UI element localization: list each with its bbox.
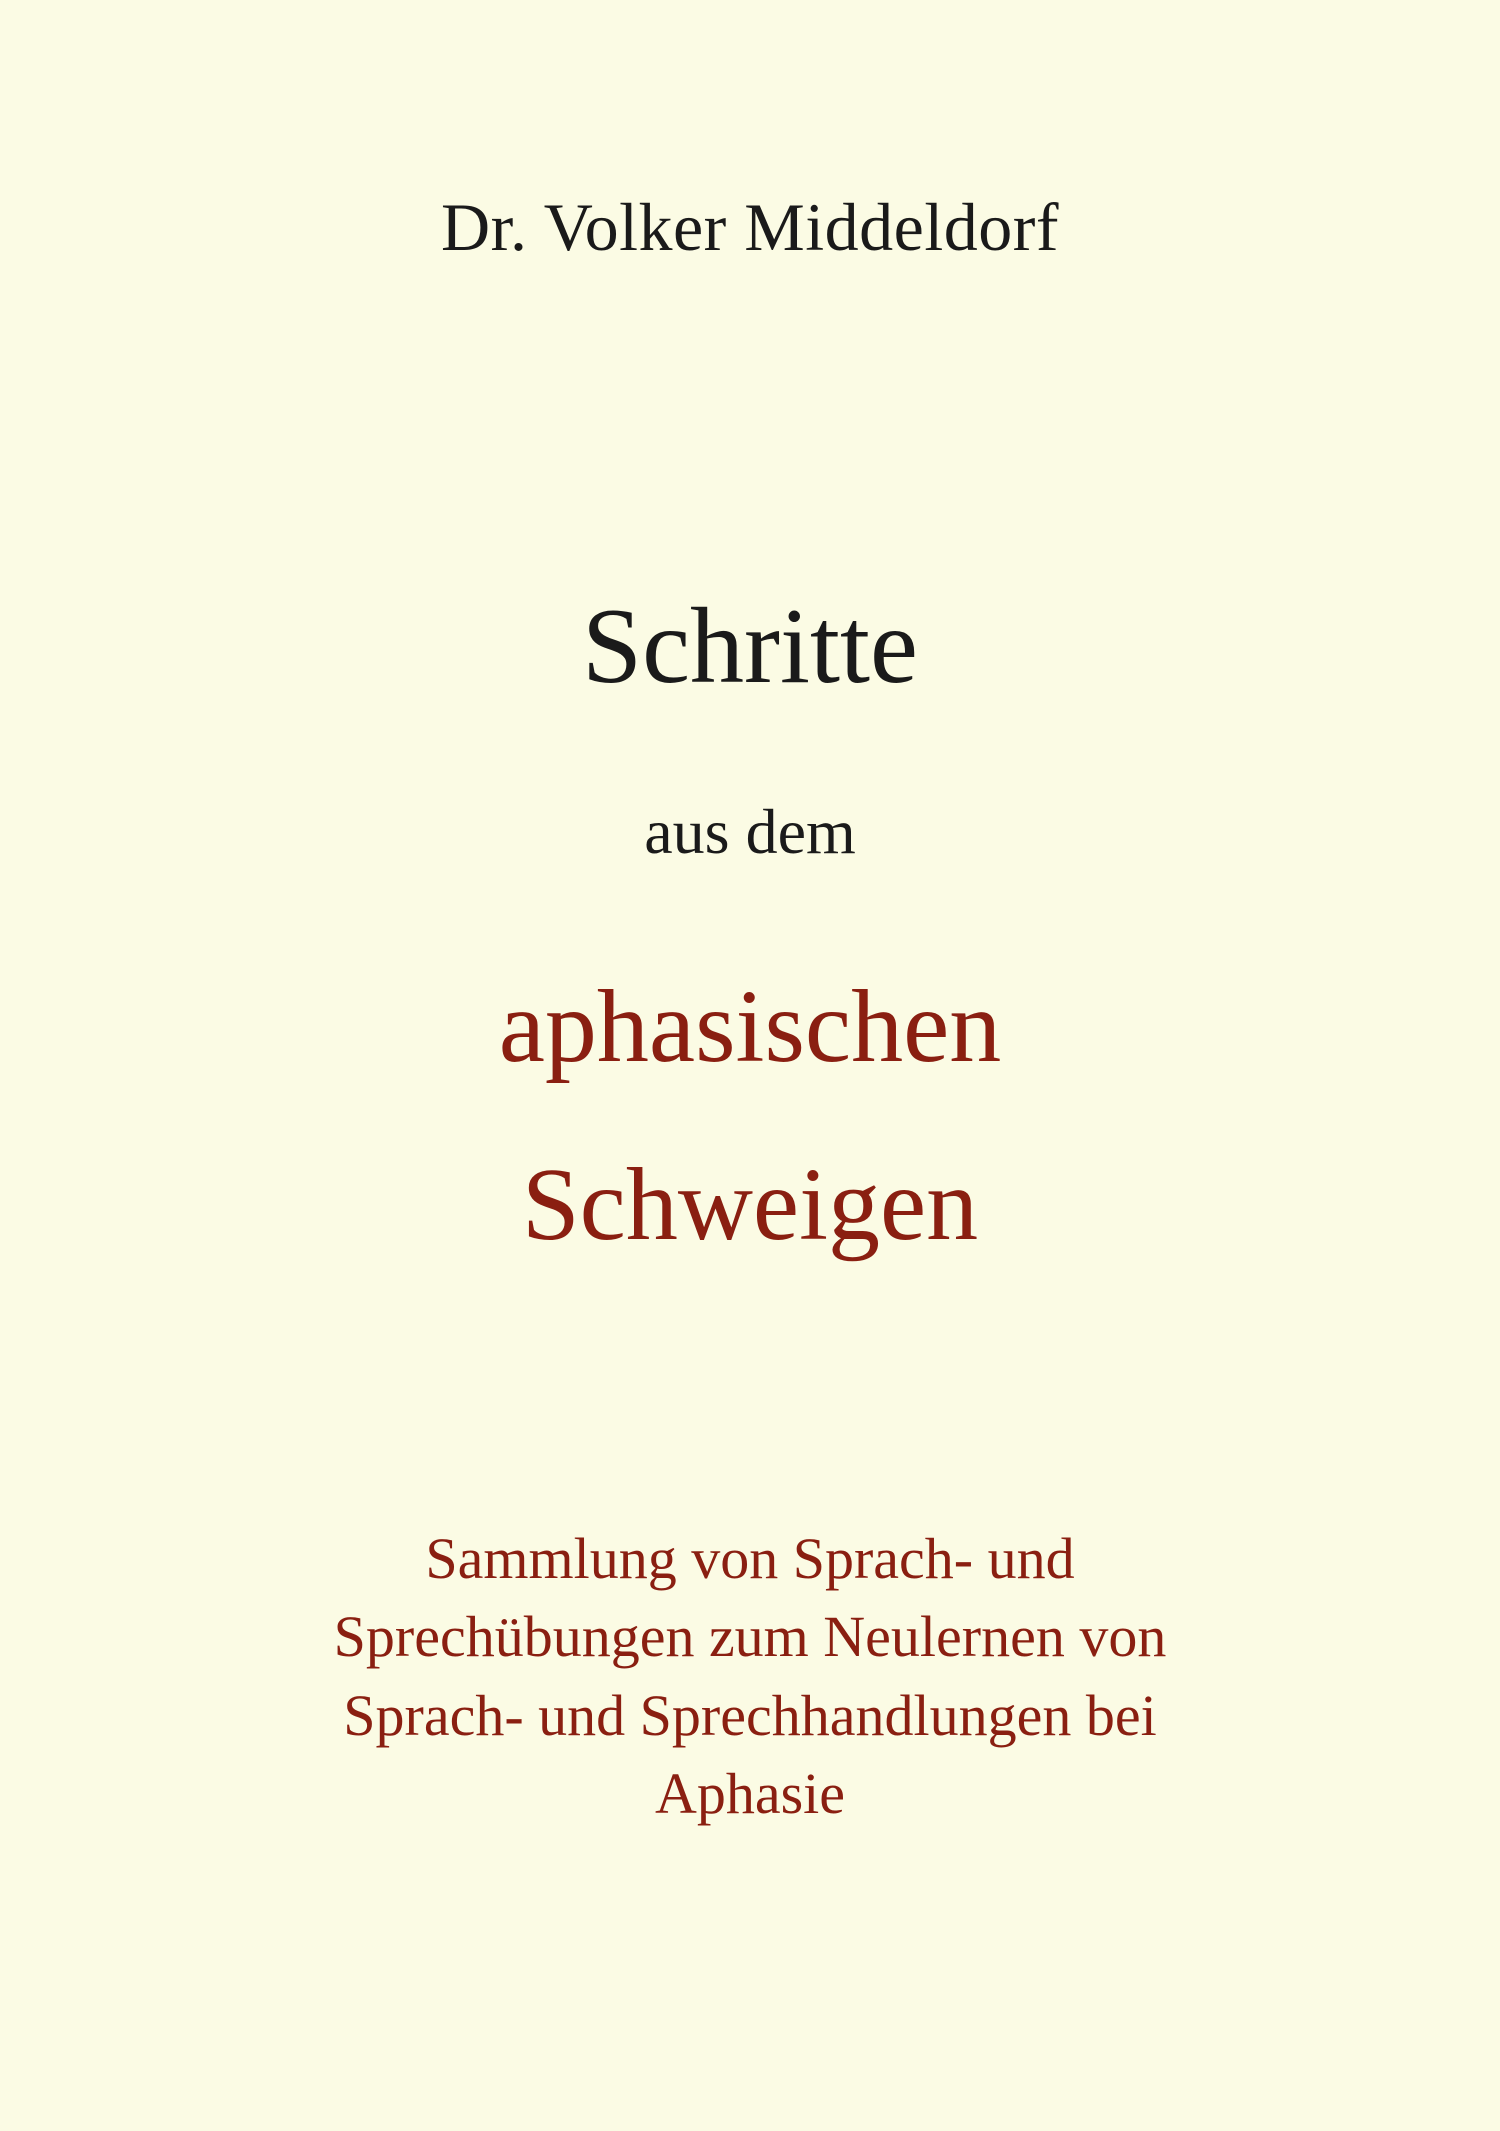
subtitle-line: Sprechübungen zum Neulernen von [333, 1604, 1167, 1670]
subtitle-block [150, 1520, 1350, 1833]
subtitle-line: Sammlung von Sprach- und [425, 1526, 1075, 1591]
title-main: Schritte [582, 587, 918, 706]
title-accent-line-1: aphasischen [498, 969, 1002, 1084]
title-connector: aus dem [644, 796, 856, 867]
subtitle-line: Aphasie [654, 1760, 846, 1826]
subtitle-line: Sprach- und Sprechhandlungen bei [343, 1682, 1157, 1748]
author-name: Dr. Volker Middeldorf [440, 189, 1060, 265]
title-accent-line-2: Schweigen [521, 1147, 979, 1262]
